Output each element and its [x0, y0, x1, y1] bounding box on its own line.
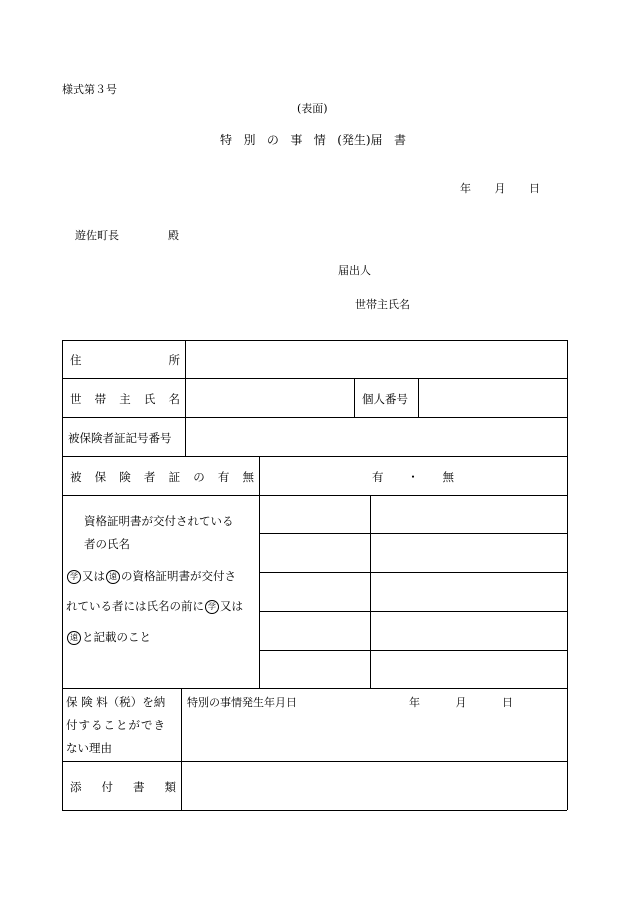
title-char: の: [266, 133, 279, 147]
certified-name-cell[interactable]: [260, 612, 369, 649]
choice-yes[interactable]: 有: [372, 470, 384, 484]
insurance-number-field[interactable]: [186, 418, 566, 455]
certified-label-line1: 資格証明書が交付されている: [84, 514, 234, 528]
submitter-label: 届出人: [338, 264, 371, 277]
form-number: 様式第３号: [62, 83, 117, 96]
occurrence-date[interactable]: 年 月 日: [409, 696, 513, 709]
recipient: 遊佐町長: [75, 229, 119, 242]
date-line: [460, 180, 540, 196]
occurrence-date-label: 特別の事情発生年月日: [187, 696, 297, 709]
certified-label-line4: れている者には氏名の前に 学 又は: [66, 599, 243, 613]
reason-label-line1: 保 険 料（税）を納: [66, 695, 166, 709]
certified-name-cell[interactable]: [371, 651, 566, 687]
side-label: (表面): [297, 102, 328, 115]
certified-name-cell[interactable]: [260, 534, 369, 571]
certified-label-line5: 遠 と記載のこと: [66, 629, 151, 645]
date-day: 日: [529, 182, 540, 195]
attachments-label: 添 付 書 類: [70, 780, 176, 794]
en-mark-icon: 遠: [106, 570, 120, 584]
householder-name-label: 世 帯 主 氏 名: [70, 392, 180, 406]
date-month: 月: [494, 182, 506, 195]
card-exists-choice[interactable]: [372, 469, 454, 485]
certified-name-cell[interactable]: [260, 651, 369, 687]
certified-label-line2: 者の氏名: [84, 537, 130, 551]
title-char: (発生)届: [337, 133, 383, 147]
certified-name-cell[interactable]: [371, 612, 566, 649]
personal-number-label: 個人番号: [362, 392, 408, 406]
attachments-field[interactable]: [182, 762, 566, 809]
certified-name-cell[interactable]: [260, 573, 369, 610]
choice-no[interactable]: 無: [442, 470, 454, 484]
address-field[interactable]: [186, 341, 566, 377]
title-char: 事: [290, 133, 303, 147]
insurance-number-label: 被保険者証記号番号: [68, 431, 172, 445]
certified-name-cell[interactable]: [371, 573, 566, 610]
choice-separator: ・: [407, 470, 419, 484]
reason-field[interactable]: [182, 712, 566, 760]
gaku-mark-icon: 学: [205, 600, 219, 614]
gaku-mark-icon: 学: [67, 570, 81, 584]
en-mark-icon: 遠: [67, 631, 81, 645]
certified-name-cell[interactable]: [260, 496, 369, 532]
reason-label-line3: ない理由: [66, 741, 112, 755]
date-year: 年: [460, 182, 471, 195]
personal-number-field[interactable]: [419, 379, 566, 416]
title-char: 書: [393, 133, 406, 147]
title-char: 特: [220, 133, 233, 147]
householder-label: 世帯主氏名: [355, 298, 410, 311]
reason-label-line2: 付することができ: [66, 718, 166, 732]
honorific: 殿: [168, 229, 179, 242]
card-exists-label: 被 保 険 者 証 の 有 無: [70, 470, 254, 484]
certified-name-cell[interactable]: [371, 496, 566, 532]
certified-label-line3: 学 又は 遠 の資格証明書が交付さ: [66, 568, 236, 584]
address-label: 住 所: [70, 353, 180, 367]
certified-name-cell[interactable]: [371, 534, 566, 571]
title-char: 情: [313, 133, 326, 147]
document-title: [220, 131, 406, 148]
householder-name-field[interactable]: [186, 379, 353, 416]
title-char: 別: [243, 133, 256, 147]
